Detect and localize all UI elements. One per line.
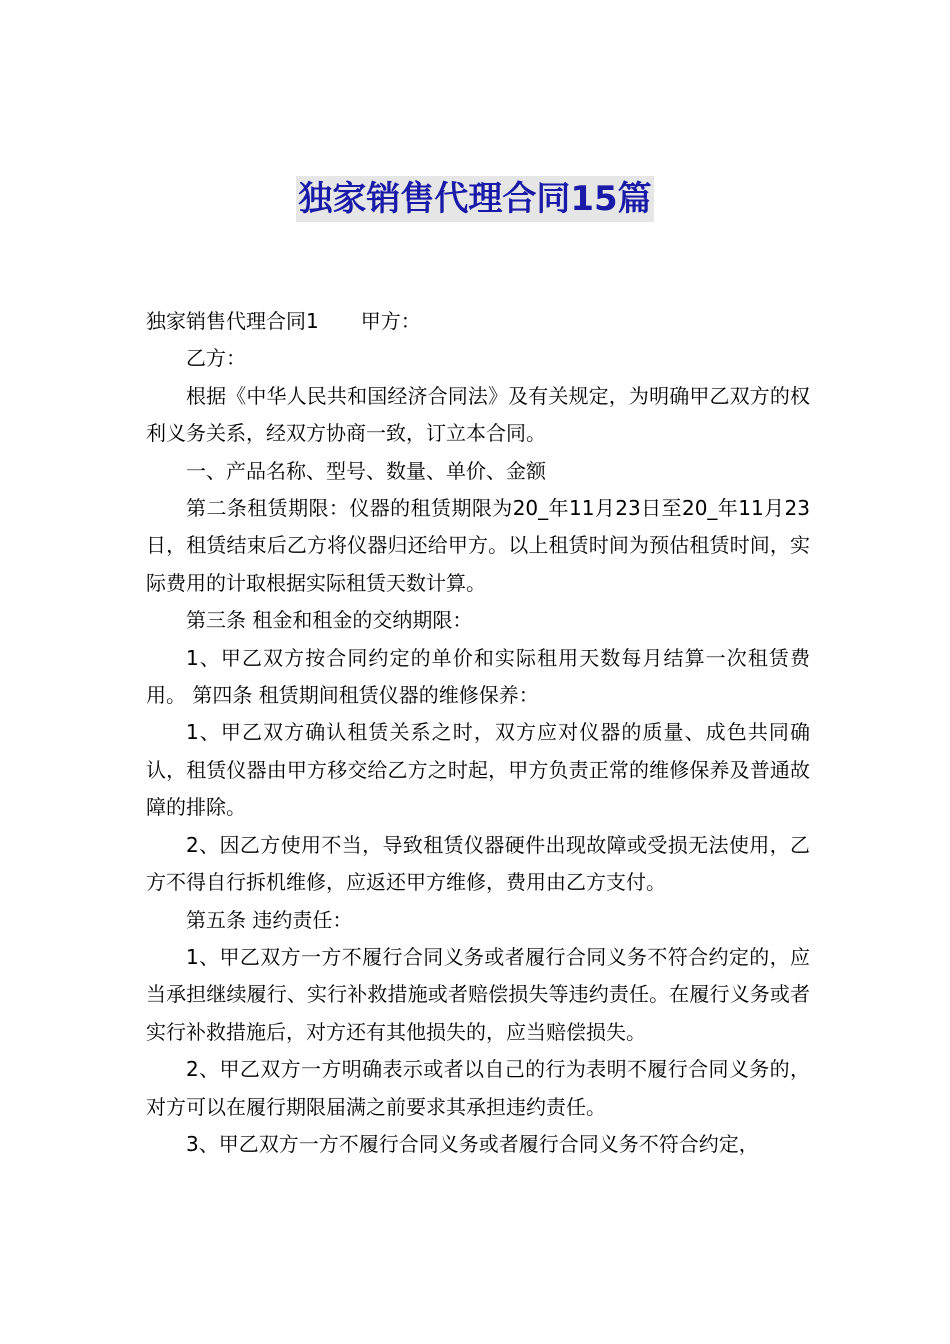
first-line xyxy=(146,303,810,340)
paragraph: 2、甲乙双方一方明确表示或者以自己的行为表明不履行合同义务的，对方可以在履行期限届满之前要求其承担违约责任。 xyxy=(146,1057,810,1119)
paragraph: 根据《中华人民共和国经济合同法》及有关规定，为明确甲乙双方的权利义务关系，经双方协商一致，订立本合同。 xyxy=(146,383,810,446)
paragraph: 第二条租赁期限：仪器的租赁期限为20_年11月23日至20_年11月23日，租赁结束后乙方将仪器归还给甲方。以上租赁时间为预估租赁时间，实际费用的计取根据实际租赁天数计算。 xyxy=(146,496,810,595)
paragraph: 第五条 违约责任： xyxy=(186,907,353,932)
paragraph: 第三条 租金和租金的交纳期限： xyxy=(186,608,473,633)
paragraph: 1、甲乙双方一方不履行合同义务或者履行合同义务不符合约定的，应当承担继续履行、实行补救措施或者赔偿损失等违约责任。在履行义务或者实行补救措施后，对方还有其他损失的，应当赔偿损失。 xyxy=(146,944,810,1044)
contract-heading: 独家销售代理合同1 xyxy=(146,309,319,333)
paragraph: 1、甲乙双方按合同约定的单价和实际租用天数每月结算一次租赁费用。 第四条 租赁期间租赁仪器的维修保养： xyxy=(146,645,810,708)
paragraph: 一、产品名称、型号、数量、单价、金额 xyxy=(186,458,546,483)
paragraph: 2、因乙方使用不当，导致租赁仪器硬件出现故障或受损无法使用，乙方不得自行拆机维修，应返还甲方维修，费用由乙方支付。 xyxy=(146,832,810,895)
paragraph: 乙方： xyxy=(186,346,246,371)
paragraph: 1、甲乙双方确认租赁关系之时，双方应对仪器的质量、成色共同确认，租赁仪器由甲方移交给乙方之时起，甲方负责正常的维修保养及普通故障的排除。 xyxy=(146,720,810,820)
document-body xyxy=(146,303,810,1163)
paragraph: 3、甲乙双方一方不履行合同义务或者履行合同义务不符合约定， xyxy=(186,1131,759,1156)
title-wrap xyxy=(0,176,950,222)
document-title: 独家销售代理合同15篇 xyxy=(296,176,653,222)
party-a-label: 甲方： xyxy=(360,309,421,333)
